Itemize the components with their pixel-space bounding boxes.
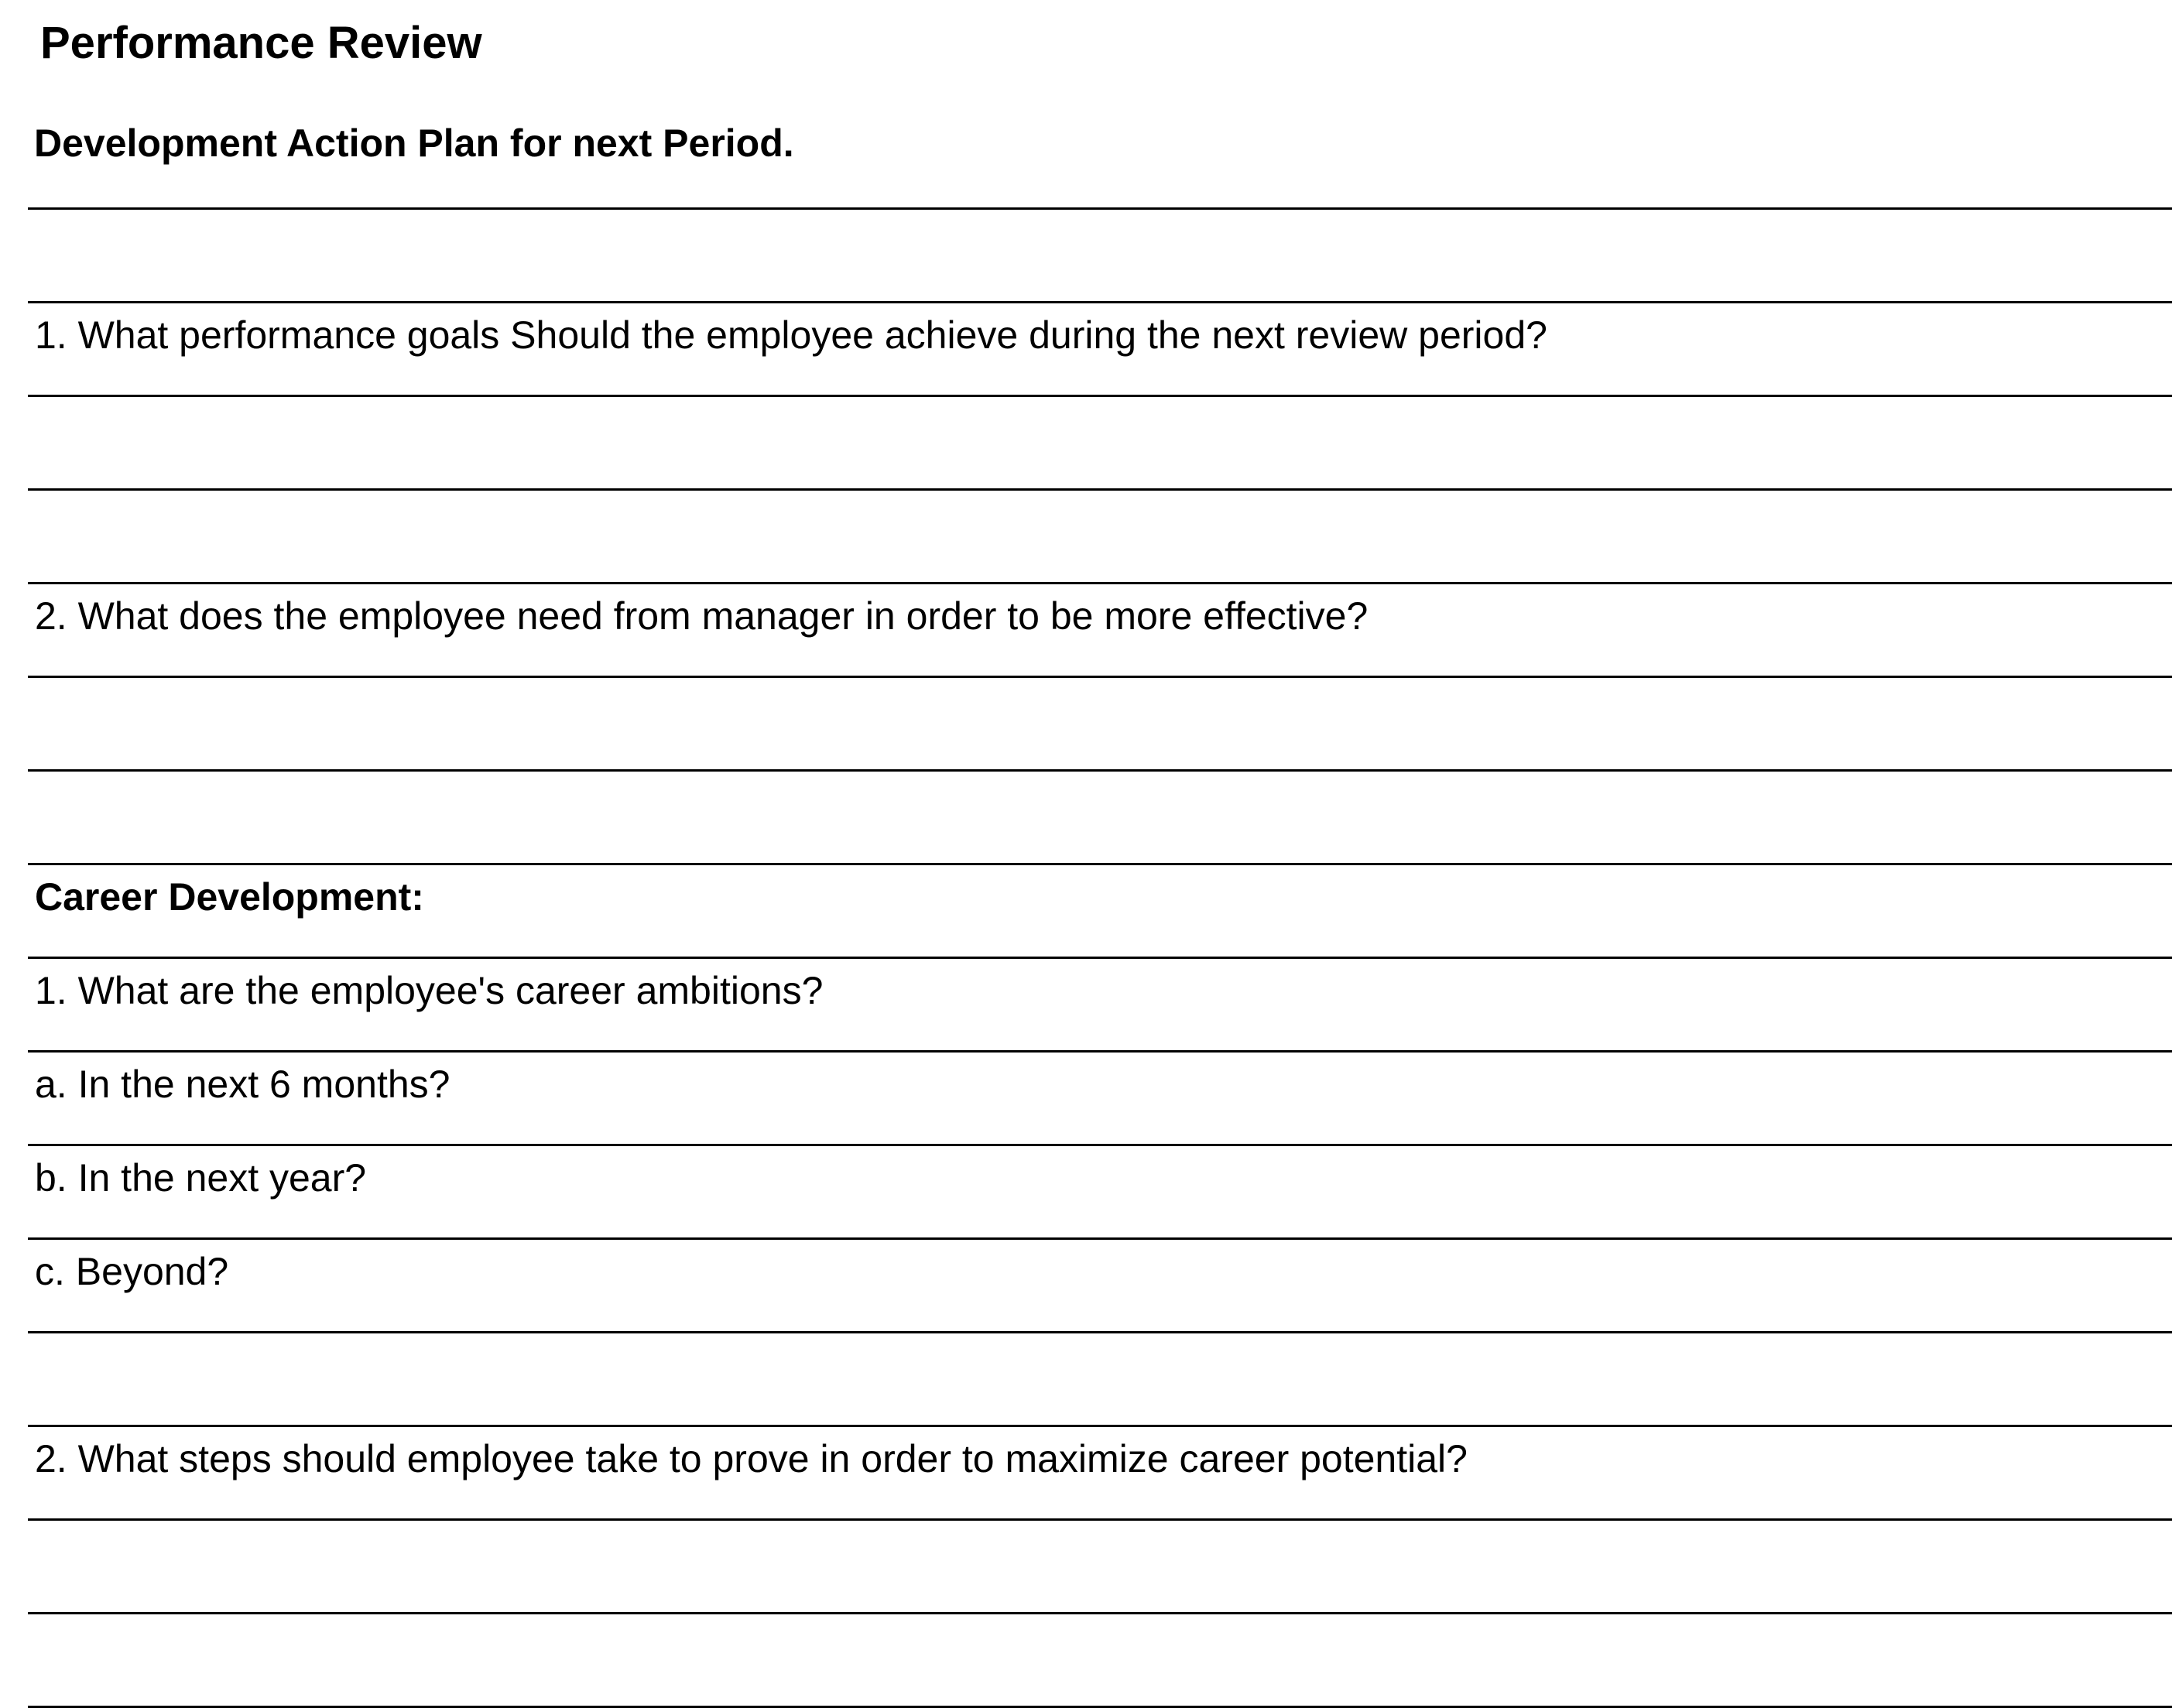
form-line-career-heading xyxy=(28,863,2172,957)
form-line[interactable] xyxy=(28,301,2172,395)
career-development-heading: Career Development: xyxy=(35,875,424,919)
form-line[interactable] xyxy=(28,1612,2172,1706)
form-line[interactable] xyxy=(28,676,2172,769)
form-line[interactable] xyxy=(28,769,2172,863)
section-heading: Development Action Plan for next Period. xyxy=(34,122,794,165)
form-line-text: 2. What does the employee need from manager in order to be more effective? xyxy=(35,594,1369,638)
form-line[interactable] xyxy=(28,395,2172,488)
form-line[interactable] xyxy=(28,1050,2172,1144)
form-line[interactable] xyxy=(28,1518,2172,1612)
form-line-text: 1. What performance goals Should the employee achieve during the next review period? xyxy=(35,313,1547,357)
page-title: Performance Review xyxy=(40,18,482,68)
form-lines xyxy=(28,207,2172,1708)
form-line-text: 1. What are the employee's career ambitions? xyxy=(35,969,824,1012)
form-line[interactable] xyxy=(28,1237,2172,1331)
form-line[interactable] xyxy=(28,488,2172,582)
form-line[interactable] xyxy=(28,207,2172,301)
form-line-text: 2. What steps should employee take to prove in order to maximize career potential? xyxy=(35,1437,1468,1480)
form-line[interactable] xyxy=(28,1425,2172,1518)
form-line-text: b. In the next year? xyxy=(35,1156,367,1200)
form-line[interactable] xyxy=(28,1331,2172,1425)
form-line[interactable] xyxy=(28,957,2172,1050)
form-line-text: c. Beyond? xyxy=(35,1250,229,1293)
form-line-text: a. In the next 6 months? xyxy=(35,1063,451,1106)
form-line[interactable] xyxy=(28,1144,2172,1237)
form-line[interactable] xyxy=(28,582,2172,676)
